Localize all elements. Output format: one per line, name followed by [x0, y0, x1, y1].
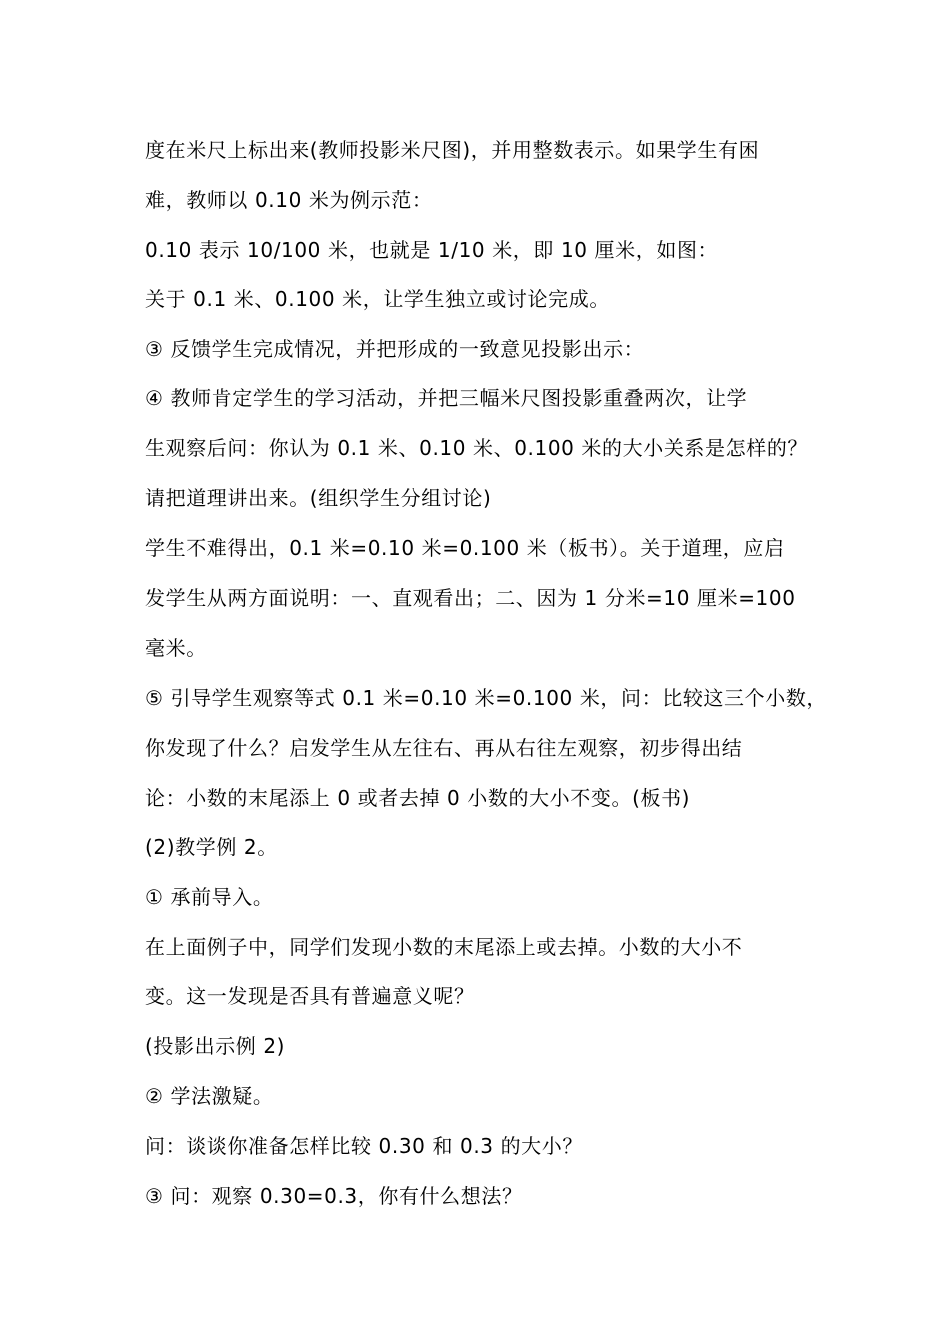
text-line: ④ 教师肯定学生的学习活动，并把三幅米尺图投影重叠两次，让学 — [145, 386, 748, 410]
text-line: 生观察后问：你认为 0.1 米、0.10 米、0.100 米的大小关系是怎样的？ — [145, 436, 809, 460]
text-line: (2)教学例 2。 — [145, 835, 278, 859]
text-line: 发学生从两方面说明：一、直观看出；二、因为 1 分米=10 厘米=100 — [145, 586, 796, 610]
text-line: 问：谈谈你准备怎样比较 0.30 和 0.3 的大小？ — [145, 1134, 583, 1158]
text-line: 毫米。 — [145, 636, 207, 660]
text-line: ② 学法激疑。 — [145, 1084, 274, 1108]
text-line: 变。这一发现是否具有普遍意义呢？ — [145, 984, 475, 1008]
text-line: (投影出示例 2) — [145, 1034, 286, 1058]
text-line: 论：小数的末尾添上 0 或者去掉 0 小数的大小不变。(板书) — [145, 786, 691, 810]
text-line: ① 承前导入。 — [145, 885, 274, 909]
text-line: 关于 0.1 米、0.100 米，让学生独立或讨论完成。 — [145, 287, 610, 311]
text-line: 学生不难得出，0.1 米=0.10 米=0.100 米（板书）。关于道理，应启 — [145, 536, 785, 560]
text-line: ③ 问：观察 0.30=0.3，你有什么想法？ — [145, 1184, 523, 1208]
text-line: ③ 反馈学生完成情况，并把形成的一致意见投影出示： — [145, 337, 645, 361]
text-line: ⑤ 引导学生观察等式 0.1 米=0.10 米=0.100 米，问：比较这三个小数， — [145, 686, 828, 710]
text-line: 度在米尺上标出来(教师投影米尺图)，并用整数表示。如果学生有困 — [145, 138, 760, 162]
text-line: 在上面例子中，同学们发现小数的末尾添上或去掉。小数的大小不 — [145, 935, 743, 959]
text-line: 你发现了什么？启发学生从左往右、再从右往左观察，初步得出结 — [145, 736, 743, 760]
text-line: 请把道理讲出来。(组织学生分组讨论) — [145, 486, 492, 510]
text-line: 难，教师以 0.10 米为例示范： — [145, 188, 433, 212]
text-line: 0.10 表示 10/100 米，也就是 1/10 米，即 10 厘米，如图： — [145, 238, 719, 262]
